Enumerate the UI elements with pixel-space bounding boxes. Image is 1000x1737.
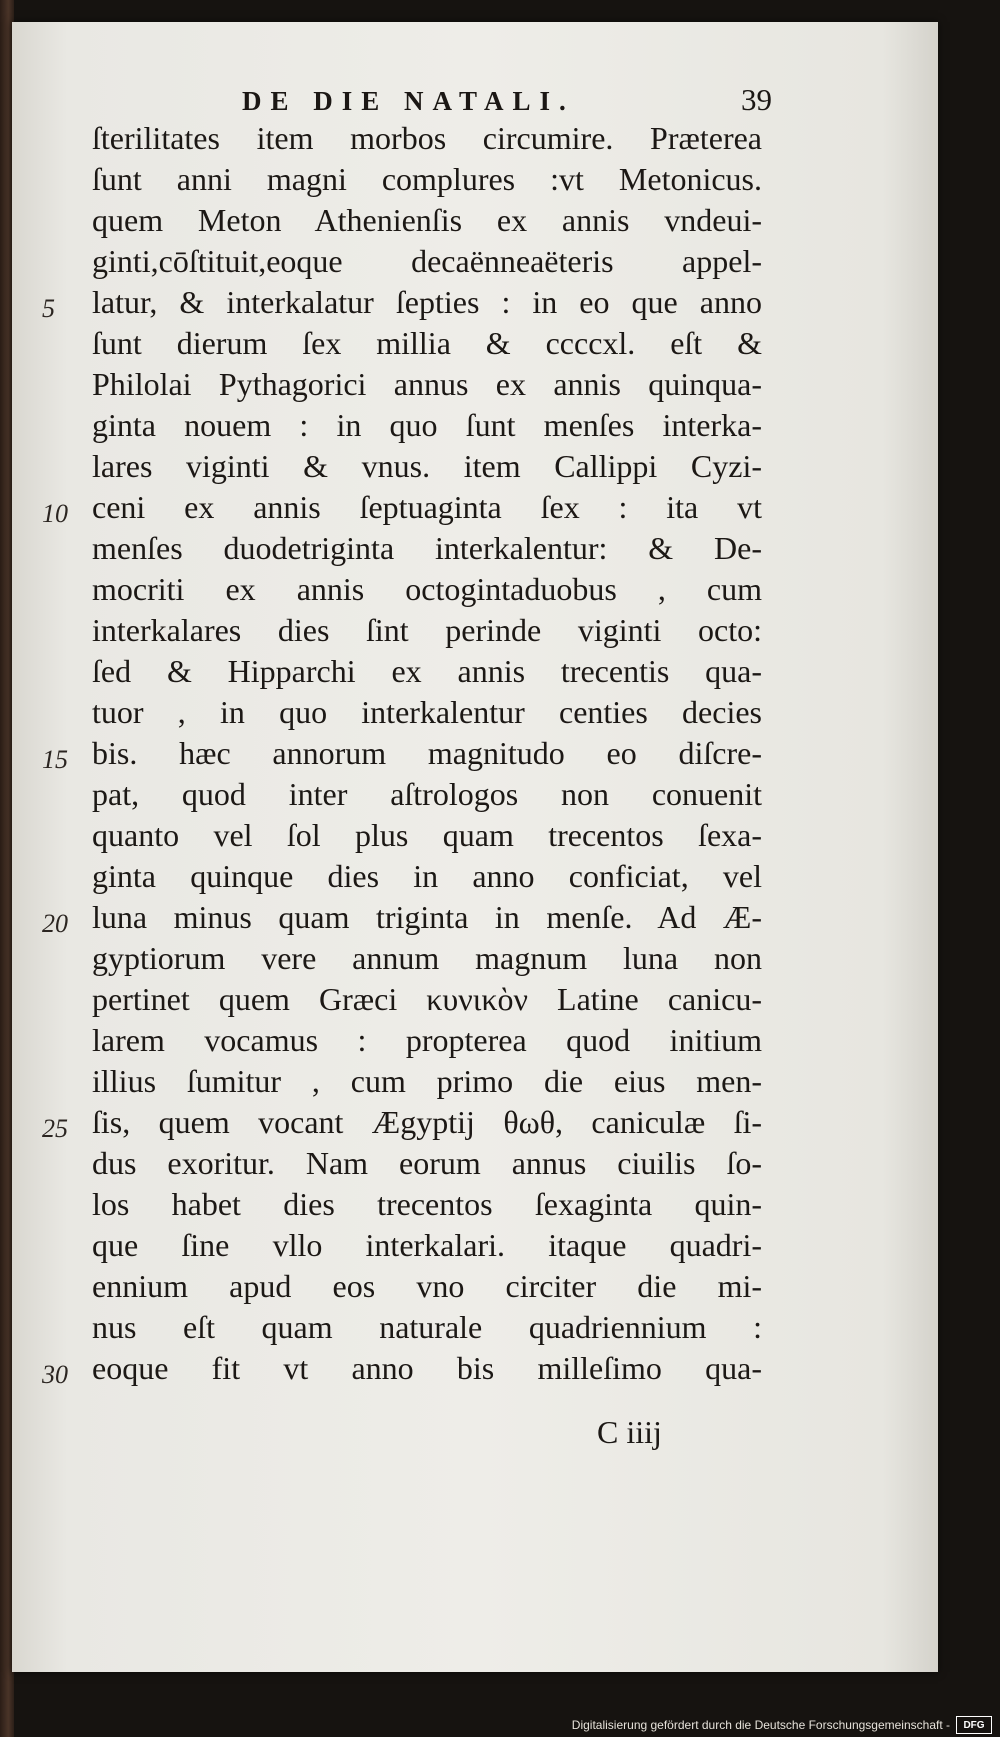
margin-line-number: 30 (42, 1360, 68, 1389)
margin-line-number: 10 (42, 499, 68, 528)
margin-line-number: 15 (42, 745, 68, 774)
text-line: dus exoritur. Nam eorum annus ciuilis ſo- (92, 1145, 762, 1181)
text-line: lares viginti & vnus. item Callippi Cyzi- (92, 448, 762, 484)
text-line: pertinet quem Græci κυνικὸν Latine canicu- (92, 981, 762, 1017)
text-line: mocriti ex annis octogintaduobus , cum (92, 571, 762, 607)
signature-mark: C iiij (597, 1414, 662, 1450)
text-line: gyptiorum vere annum magnum luna non (92, 940, 762, 976)
text-line: bis. hæc annorum magnitudo eo diſcre- (92, 735, 762, 771)
text-line: ſterilitates item morbos circumire. Præterea (92, 120, 762, 156)
text-line: ceni ex annis ſeptuaginta ſex : ita vt (92, 489, 762, 525)
running-title: DE DIE NATALI. (242, 86, 575, 116)
text-line: quem Meton Athenienſis ex annis vndeui- (92, 202, 762, 238)
text-line: Philolai Pythagorici annus ex annis quinqua- (92, 366, 762, 402)
text-line: ſunt anni magni complures :vt Metonicus. (92, 161, 762, 197)
text-line: luna minus quam triginta in menſe. Ad Æ- (92, 899, 762, 935)
digitization-footer (0, 1713, 1000, 1737)
footer-credit: Digitalisierung gefördert durch die Deutsche Forschungsgemeinschaft - (571, 1718, 950, 1732)
text-line: eoque fit vt anno bis milleſimo qua- (92, 1350, 762, 1386)
text-line: que ſine vllo interkalari. itaque quadri- (92, 1227, 762, 1263)
text-line: ennium apud eos vno circiter die mi- (92, 1268, 762, 1304)
running-head (242, 82, 772, 118)
text-line: quanto vel ſol plus quam trecentos ſexa- (92, 817, 762, 853)
text-line: latur, & interkalatur ſepties : in eo que anno (92, 284, 762, 320)
text-line: ſis, quem vocant Ægyptij θωθ, caniculæ ſi- (92, 1104, 762, 1140)
text-line: pat, quod inter aſtrologos non conuenit (92, 776, 762, 812)
text-line: larem vocamus : propterea quod initium (92, 1022, 762, 1058)
text-line: menſes duodetriginta interkalentur: & De- (92, 530, 762, 566)
dfg-logo-icon: DFG (956, 1716, 992, 1734)
text-line: ginta quinque dies in anno conficiat, vel (92, 858, 762, 894)
margin-line-number: 25 (42, 1114, 68, 1143)
text-line: illius ſumitur , cum primo die eius men- (92, 1063, 762, 1099)
margin-line-number: 5 (42, 294, 55, 323)
book-page (12, 22, 938, 1672)
text-line: tuor , in quo interkalentur centies decies (92, 694, 762, 730)
text-line: ſed & Hipparchi ex annis trecentis qua- (92, 653, 762, 689)
text-line: interkalares dies ſint perinde viginti octo: (92, 612, 762, 648)
margin-line-number: 20 (42, 909, 68, 938)
page-number: 39 (741, 82, 772, 117)
text-line: nus eſt quam naturale quadriennium : (92, 1309, 762, 1345)
text-line: ginta nouem : in quo ſunt menſes interka- (92, 407, 762, 443)
text-line: los habet dies trecentos ſexaginta quin- (92, 1186, 762, 1222)
text-line: ginti,cōſtituit,eoque decaënneaëteris appel- (92, 243, 762, 279)
text-line: ſunt dierum ſex millia & ccccxl. eſt & (92, 325, 762, 361)
